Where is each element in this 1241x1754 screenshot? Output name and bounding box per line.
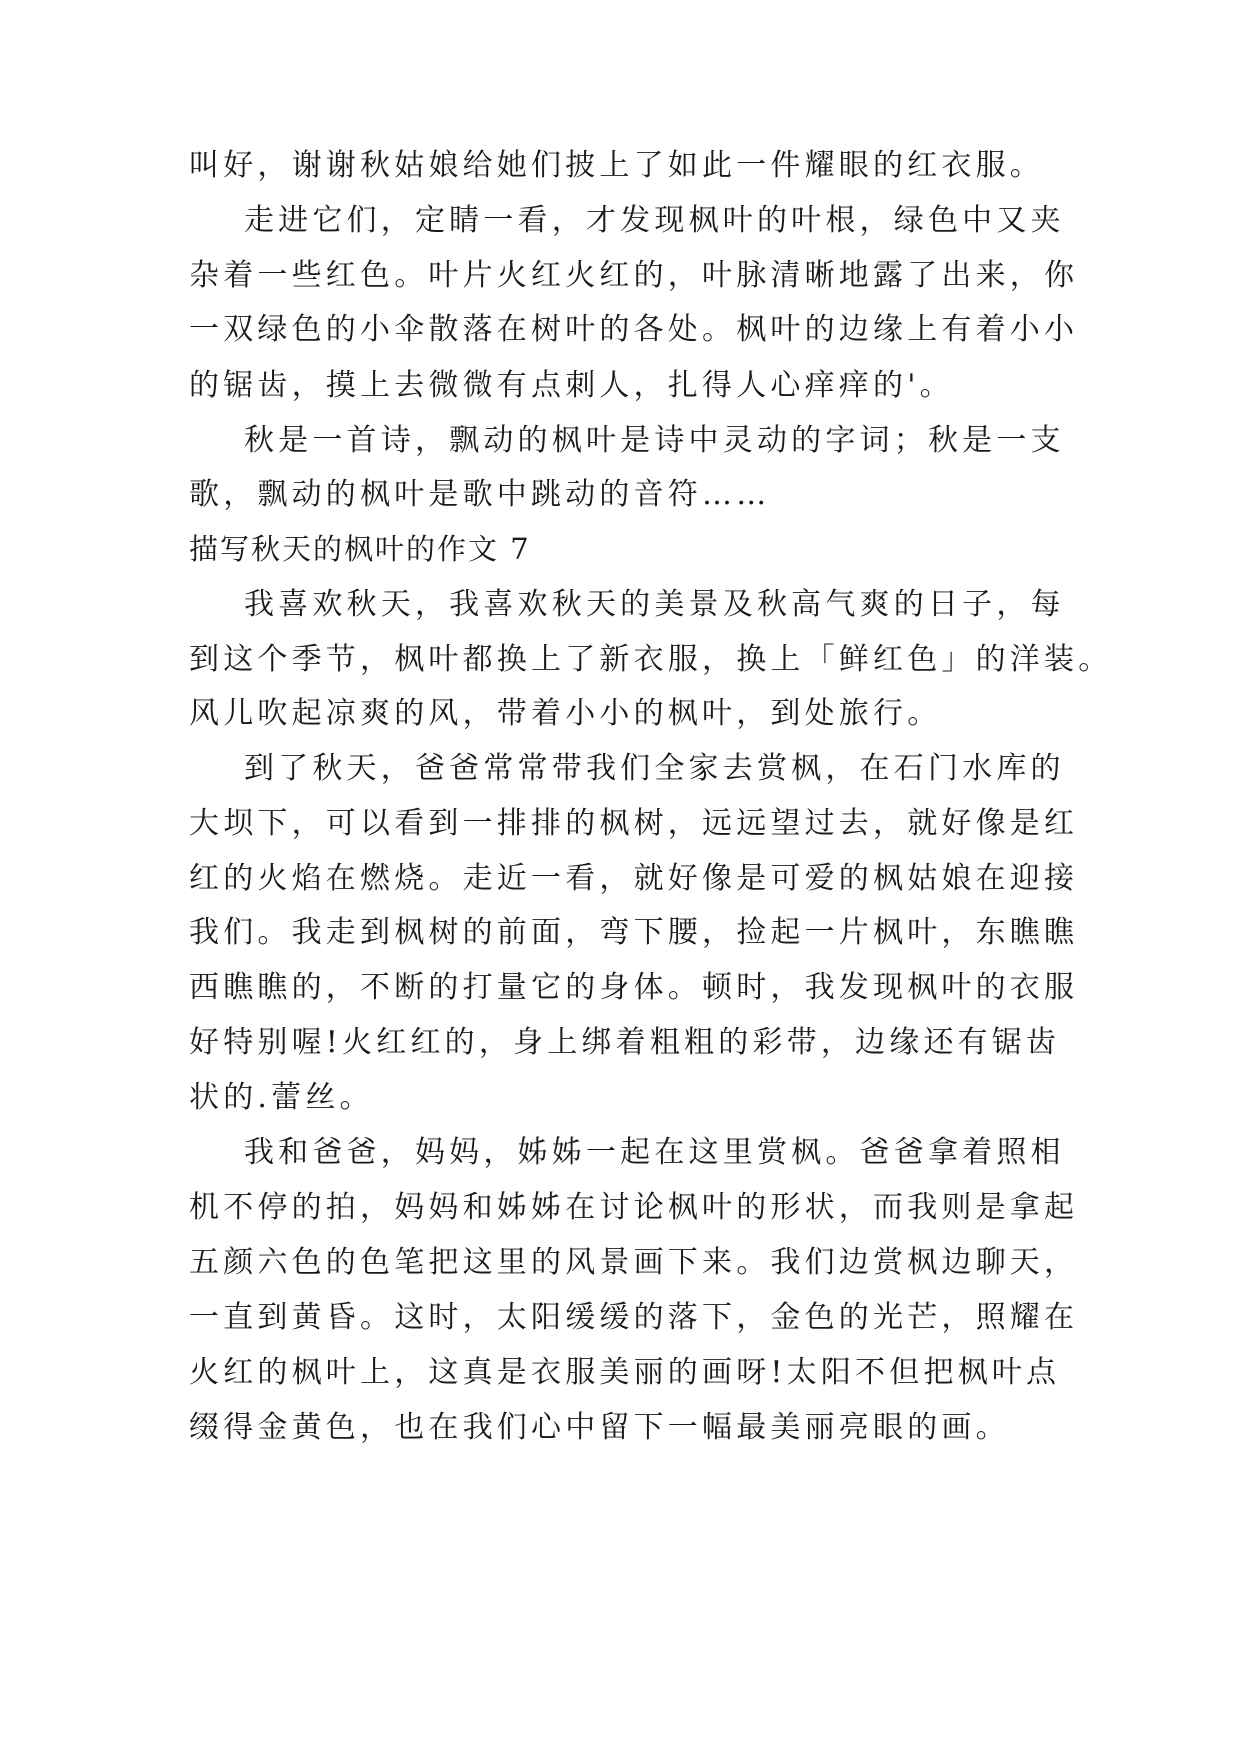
text-line: 杂着一些红色。叶片火红火红的，叶脉清晰地露了出来，你 — [189, 258, 1079, 293]
text-line: 到这个季节，枫叶都换上了新衣服，换上「鲜红色」的洋装。 — [189, 642, 1113, 677]
text-line: 叫好，谢谢秋姑娘给她们披上了如此一件耀眼的红衣服。 — [189, 148, 1044, 183]
text-line: 状的.蕾丝。 — [189, 1080, 374, 1115]
text-line: 缀得金黄色，也在我们心中留下一幅最美丽亮眼的画。 — [189, 1410, 1010, 1445]
text-line: 西瞧瞧的，不断的打量它的身体。顿时，我发现枫叶的衣服 — [189, 970, 1079, 1005]
text-line: 红的火焰在燃烧。走近一看，就好像是可爱的枫姑娘在迎接 — [189, 861, 1079, 896]
text-line: 火红的枫叶上，这真是衣服美丽的画呀!太阳不但把枫叶点 — [189, 1355, 1061, 1390]
text-line: 好特别喔!火红红的，身上绑着粗粗的彩带，边缘还有锯齿 — [189, 1025, 1061, 1060]
text-line: 我们。我走到枫树的前面，弯下腰，捡起一片枫叶，东瞧瞧 — [189, 915, 1079, 950]
text-line: 机不停的拍，妈妈和姊姊在讨论枫叶的形状，而我则是拿起 — [189, 1190, 1079, 1225]
text-line: 我喜欢秋天，我喜欢秋天的美景及秋高气爽的日子，每 — [189, 587, 1065, 622]
text-line: 大坝下，可以看到一排排的枫树，远远望过去，就好像是红 — [189, 806, 1079, 841]
text-line: 的锯齿，摸上去微微有点刺人，扎得人心痒痒的'。 — [189, 368, 954, 403]
text-line: 秋是一首诗，飘动的枫叶是诗中灵动的字词；秋是一支 — [189, 423, 1065, 458]
text-line: 风儿吹起凉爽的风，带着小小的枫叶，到处旅行。 — [189, 696, 942, 731]
text-line: 一双绿色的小伞散落在树叶的各处。枫叶的边缘上有着小小 — [189, 312, 1079, 347]
text-line: 歌，飘动的枫叶是歌中跳动的音符…… — [189, 477, 771, 512]
text-line: 到了秋天，爸爸常常带我们全家去赏枫，在石门水库的 — [189, 751, 1065, 786]
section-heading: 描写秋天的枫叶的作文 7 — [189, 532, 531, 566]
text-line: 走进它们，定睛一看，才发现枫叶的叶根，绿色中又夹 — [189, 203, 1065, 238]
text-line: 我和爸爸，妈妈，姊姊一起在这里赏枫。爸爸拿着照相 — [189, 1135, 1065, 1170]
text-line: 五颜六色的色笔把这里的风景画下来。我们边赏枫边聊天， — [189, 1245, 1079, 1280]
text-line: 一直到黄昏。这时，太阳缓缓的落下，金色的光芒，照耀在 — [189, 1300, 1079, 1335]
